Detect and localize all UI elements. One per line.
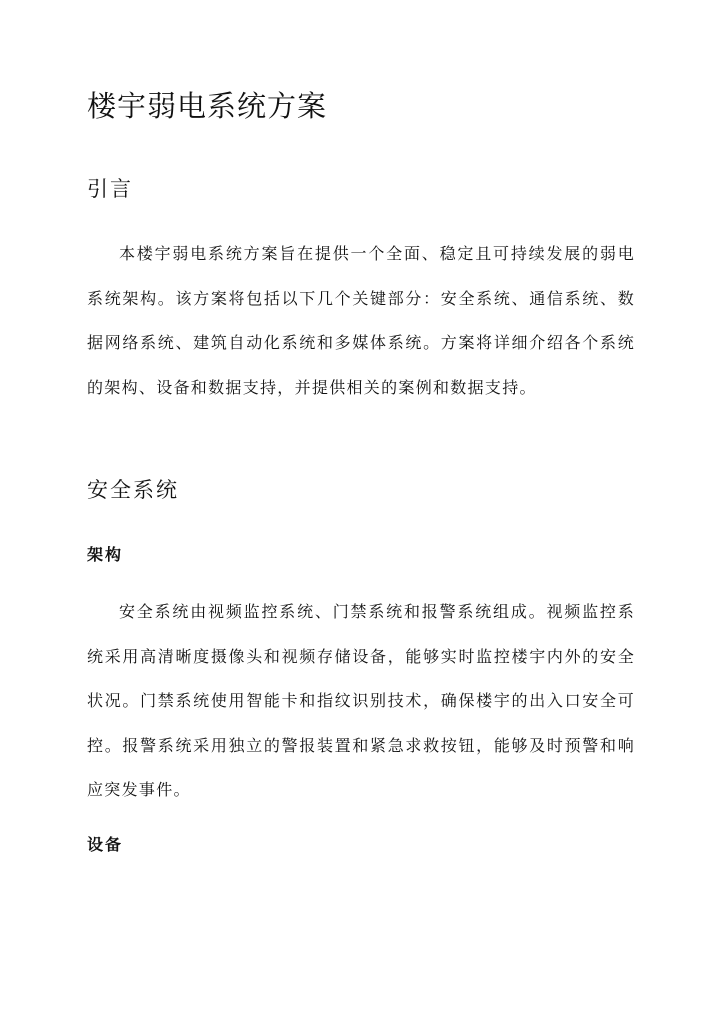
document-title: 楼宇弱电系统方案 [87,89,328,123]
section-heading-introduction: 引言 [87,177,133,201]
subsection-heading-equipment: 设备 [87,835,124,854]
section-heading-security-system: 安全系统 [87,478,179,502]
subsection-heading-architecture: 架构 [87,545,124,564]
architecture-paragraph: 安全系统由视频监控系统、门禁系统和报警系统组成。视频监控系统采用高清晰度摄像头和视频存储设备，能够实时监控楼宇内外的安全状况。门禁系统使用智能卡和指纹识别技术，确保楼宇的出入口安全可控。报警系统采用独立的警报装置和紧急求救按钮，能够及时预警和响应突发事件。 [87,602,635,799]
introduction-paragraph: 本楼宇弱电系统方案旨在提供一个全面、稳定且可持续发展的弱电系统架构。该方案将包括以下几个关键部分：安全系统、通信系统、数据网络系统、建筑自动化系统和多媒体系统。方案将详细介绍各个系统的架构、设备和数据支持，并提供相关的案例和数据支持。 [87,244,635,397]
